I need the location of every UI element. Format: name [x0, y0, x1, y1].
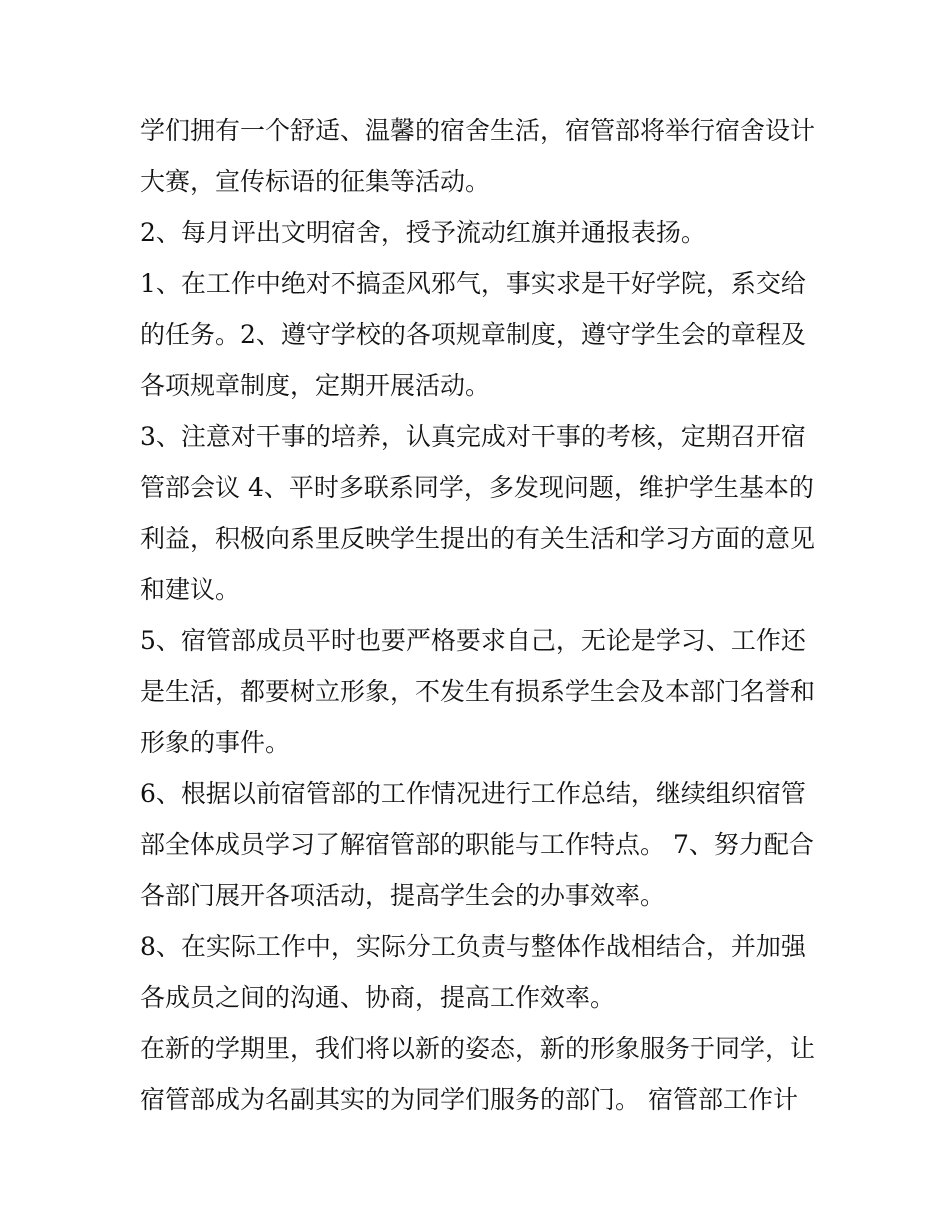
text-line-15: 部全体成员学习了解宿管部的职能与工作特点。 7、努力配合: [140, 830, 814, 859]
text-line-16: 各部门展开各项活动，提高学生会的办事效率。: [140, 881, 666, 910]
text-line-2: 大赛，宣传标语的征集等活动。: [140, 167, 491, 196]
text-line-8: 管部会议 4、平时多联系同学，多发现问题，维护学生基本的: [140, 473, 814, 502]
text-line-13: 形象的事件。: [140, 728, 291, 757]
text-line-12: 是生活，都要树立形象，不发生有损系学生会及本部门名誉和: [140, 677, 816, 706]
text-line-11: 5、宿管部成员平时也要严格要求自己，无论是学习、工作还: [140, 626, 806, 655]
text-line-20: 宿管部成为名副其实的为同学们服务的部门。 宿管部工作计: [140, 1085, 798, 1114]
text-line-10: 和建议。: [140, 575, 241, 604]
text-line-1: 学们拥有一个舒适、温馨的宿舍生活，宿管部将举行宿舍设计: [140, 116, 816, 145]
text-line-17: 8、在实际工作中，实际分工负责与整体作战相结合，并加强: [140, 932, 806, 961]
text-line-6: 各项规章制度，定期开展活动。: [140, 371, 491, 400]
text-line-7: 3、注意对干事的培养，认真完成对干事的考核，定期召开宿: [140, 422, 806, 451]
text-line-14: 6、根据以前宿管部的工作情况进行工作总结，继续组织宿管: [140, 779, 806, 808]
text-line-18: 各成员之间的沟通、协商，提高工作效率。: [140, 983, 616, 1012]
text-line-4: 1、在工作中绝对不搞歪风邪气，事实求是干好学院，系交给: [140, 269, 806, 298]
text-line-3: 2、每月评出文明宿舍，授予流动红旗并通报表扬。: [140, 218, 706, 247]
text-line-9: 利益，积极向系里反映学生提出的有关生活和学习方面的意见: [140, 524, 816, 553]
text-line-5: 的任务。2、遵守学校的各项规章制度，遵守学生会的章程及: [140, 320, 806, 349]
text-line-19: 在新的学期里，我们将以新的姿态，新的形象服务于同学，让: [140, 1034, 816, 1063]
document-body-text: [140, 105, 830, 1125]
